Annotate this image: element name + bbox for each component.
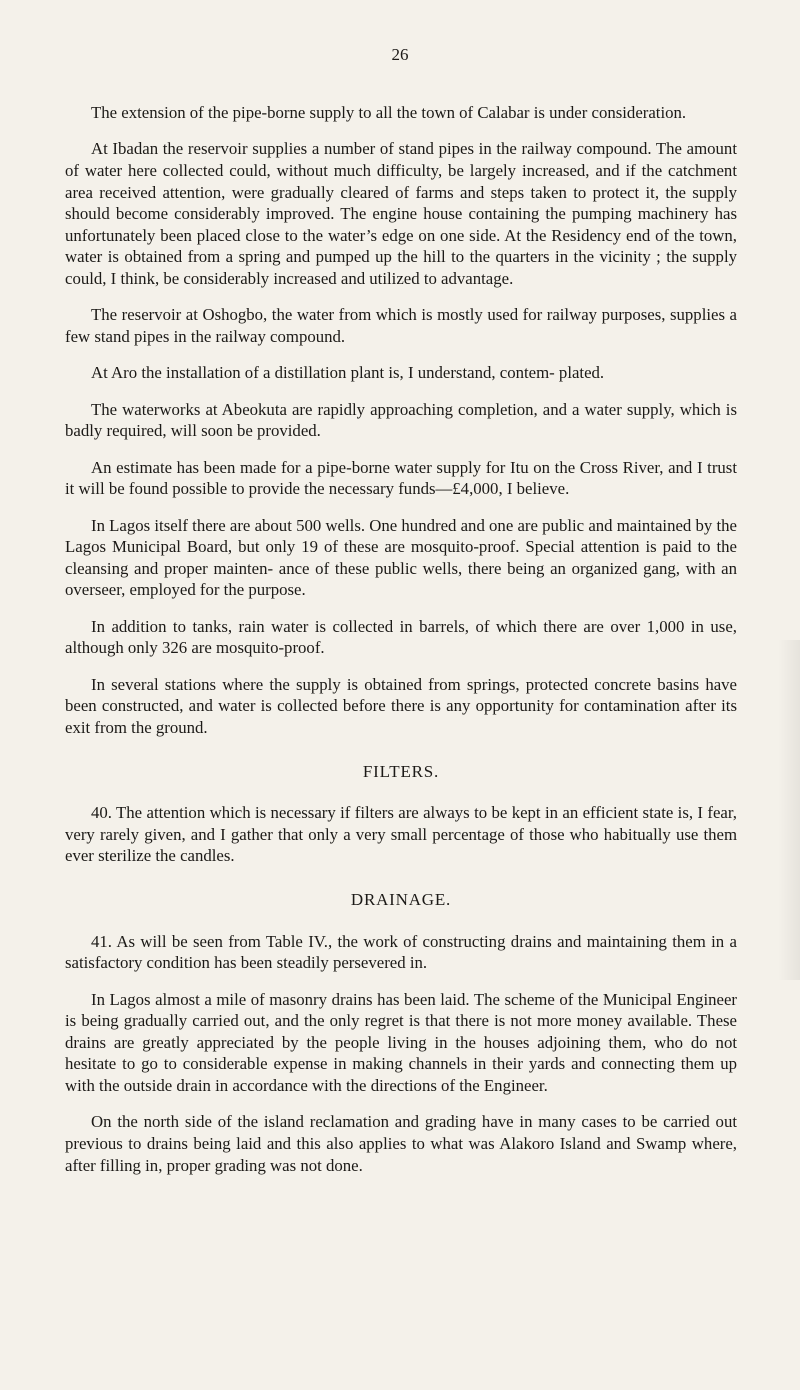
paragraph: The waterworks at Abeokuta are rapidly approaching completion, and a water supply, which is badly required, will soon be provided.: [65, 399, 737, 441]
section-heading-drainage: DRAINAGE.: [350, 890, 452, 909]
body-text: [65, 102, 737, 1191]
paragraph: An estimate has been made for a pipe-borne water supply for Itu on the Cross River, and I trust it will be found possible to provide the necessary funds—£4,000, I believe.: [65, 457, 737, 499]
section-heading-filters: FILTERS.: [362, 761, 440, 781]
paragraph: The reservoir at Oshogbo, the water from which is mostly used for railway purposes, supplies a few stand pipes in the railway compound.: [65, 305, 737, 346]
paragraph: In addition to tanks, rain water is collected in barrels, of which there are over 1,000 in use, although only 326 are mosquito-proof.: [65, 616, 737, 658]
paragraph: 40. The attention which is necessary if filters are always to be kept in an efficient state is, I fear, very rarely given, and I gather that only a very small percentage of those who habitually use them ever sterilize the candles.: [65, 803, 737, 866]
page-edge-shadow: [778, 640, 800, 980]
paragraph: On the north side of the island reclamation and grading have in many cases to be carried out previous to drains being laid and this also applies to what was Alakoro Island and Swamp where, after filling in, proper grading was not done.: [65, 1112, 737, 1175]
page-number: 26: [391, 45, 409, 64]
paragraph: In Lagos almost a mile of masonry drains has been laid. The scheme of the Municipal Engineer is being gradually carried out, and the only regret is that there is not more money available. These drains are greatly appreciated by the people living in the houses adjoining them, who do not hesitate to go to considerable expense in making channels in their yards and connecting them up with the outside drain in accordance with the directions of the Engineer.: [65, 989, 737, 1095]
paragraph: In Lagos itself there are about 500 wells. One hundred and one are public and maintained by the Lagos Municipal Board, but only 19 of these are mosquito-proof. Special attention is paid to the cleansing and proper mainten- ance of these public wells, there being an organized gang, with an overseer, employed for the purpose.: [65, 515, 737, 600]
paragraph: 41. As will be seen from Table IV., the work of constructing drains and maintaining them in a satisfactory condition has been steadily persevered in.: [65, 931, 737, 973]
paragraph: In several stations where the supply is obtained from springs, protected concrete basins have been constructed, and water is collected before there is any opportunity for contamination after its exit from the ground.: [65, 674, 737, 738]
paragraph: At Aro the installation of a distillation plant is, I understand, contem- plated.: [91, 363, 605, 383]
paragraph: At Ibadan the reservoir supplies a number of stand pipes in the railway compound. The amount of water here collected could, without much difficulty, be largely increased, and if the catchment area received attention, were gradually cleared of farms and steps taken to protect it, the supply should become considerably improved. The engine house containing the pumping machinery has unfortunately been placed close to the water’s edge on one side. At the Residency end of the town, water is obtained from a spring and pumped up the hill to the quarters in the vicinity ; the supply could, I think, be considerably increased and utilized to advantage.: [65, 139, 737, 288]
paragraph: The extension of the pipe-borne supply to all the town of Calabar is under consideration.: [91, 103, 687, 122]
